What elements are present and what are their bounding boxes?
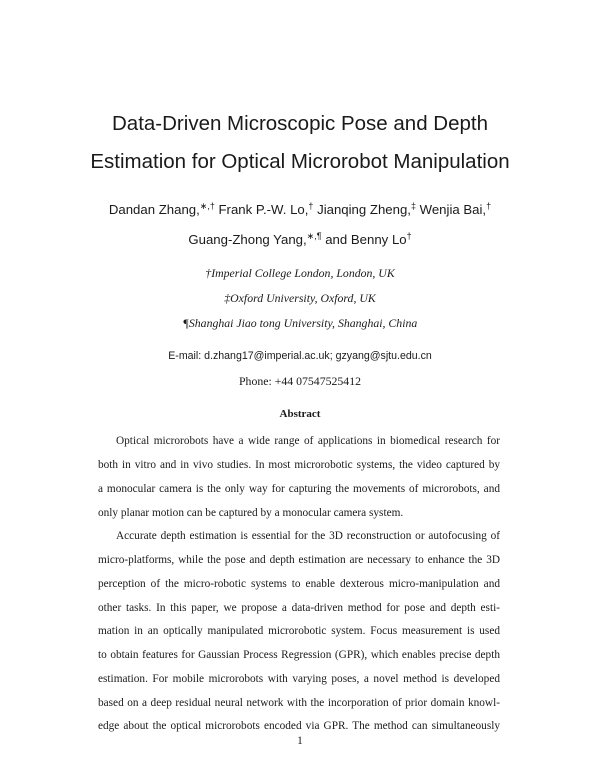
affiliation-mark: ¶ [182, 316, 189, 330]
paper-title-line-1: Data-Driven Microscopic Pose and Depth [112, 112, 488, 135]
author-name: Dandan Zhang, [108, 202, 200, 217]
affiliation-oxford [40, 291, 560, 306]
abstract-line: mation in an optically manipulated microrobotic system. Focus measurement is used [98, 625, 500, 637]
author-mark: † [486, 201, 492, 211]
affiliation-imperial [40, 266, 560, 281]
abstract-line: Optical microrobots have a wide range of applications in biomedical research for [116, 435, 500, 447]
abstract-line: based on a deep residual neural network with the incorporation of prior domain knowl- [98, 697, 500, 709]
affiliation-text: Imperial College London, London, UK [211, 266, 395, 280]
author-name: Wenjia Bai, [419, 202, 487, 217]
affiliation-text: Shanghai Jiao tong University, Shanghai, China [188, 316, 418, 330]
author-name: Jianqing Zheng, [317, 202, 411, 217]
abstract-line: only planar motion can be captured by a monocular camera system. [98, 507, 404, 519]
page-number: 1 [297, 735, 303, 747]
author-name: Guang-Zhong Yang, [188, 232, 307, 247]
contact-email[interactable]: E-mail: d.zhang17@imperial.ac.uk; gzyang@sjtu.edu.cn [168, 350, 432, 362]
abstract-line: micro-platforms, while the pose and depth estimation are necessary to enhance the 3D [98, 554, 500, 566]
authors-line-2 [30, 232, 570, 247]
paper-title-line-2: Estimation for Optical Microrobot Manipulation [90, 150, 510, 173]
abstract-line: to obtain features for Gaussian Process Regression (GPR), which enables precise depth [98, 649, 500, 661]
abstract-line: other tasks. In this paper, we propose a data-driven method for pose and depth esti- [98, 602, 500, 614]
author-mark: † [406, 231, 412, 241]
abstract-line: both in vitro and in vivo studies. In most microrobotic systems, the video captured by [98, 459, 500, 471]
abstract-line: perception of the micro-robotic systems to enable dexterous micro-manipulation and [98, 578, 500, 590]
contact-phone: Phone: +44 07547525412 [238, 374, 361, 388]
author-mark: † [308, 201, 314, 211]
author-name: Frank P.-W. Lo, [218, 202, 309, 217]
abstract-heading: Abstract [279, 408, 321, 420]
affiliation-mark: † [205, 266, 212, 280]
affiliation-sjtu [40, 316, 560, 331]
author-mark: ‡ [410, 201, 416, 211]
abstract-line: estimation. For mobile microrobots with varying poses, a novel method is developed [98, 673, 500, 685]
author-mark: ∗,¶ [306, 231, 322, 241]
affiliation-mark: ‡ [224, 291, 231, 305]
author-name: and Benny Lo [325, 232, 407, 247]
authors-line-1 [30, 202, 570, 217]
author-mark: ∗,† [199, 201, 215, 211]
abstract-line: a monocular camera is the only way for capturing the movements of microrobots, and [98, 483, 500, 495]
abstract-line: Accurate depth estimation is essential for the 3D reconstruction or autofocusing of [116, 530, 500, 542]
abstract-line: edge about the optical microrobots encoded via GPR. The method can simultaneously [98, 720, 500, 732]
affiliation-text: Oxford University, Oxford, UK [230, 291, 376, 305]
